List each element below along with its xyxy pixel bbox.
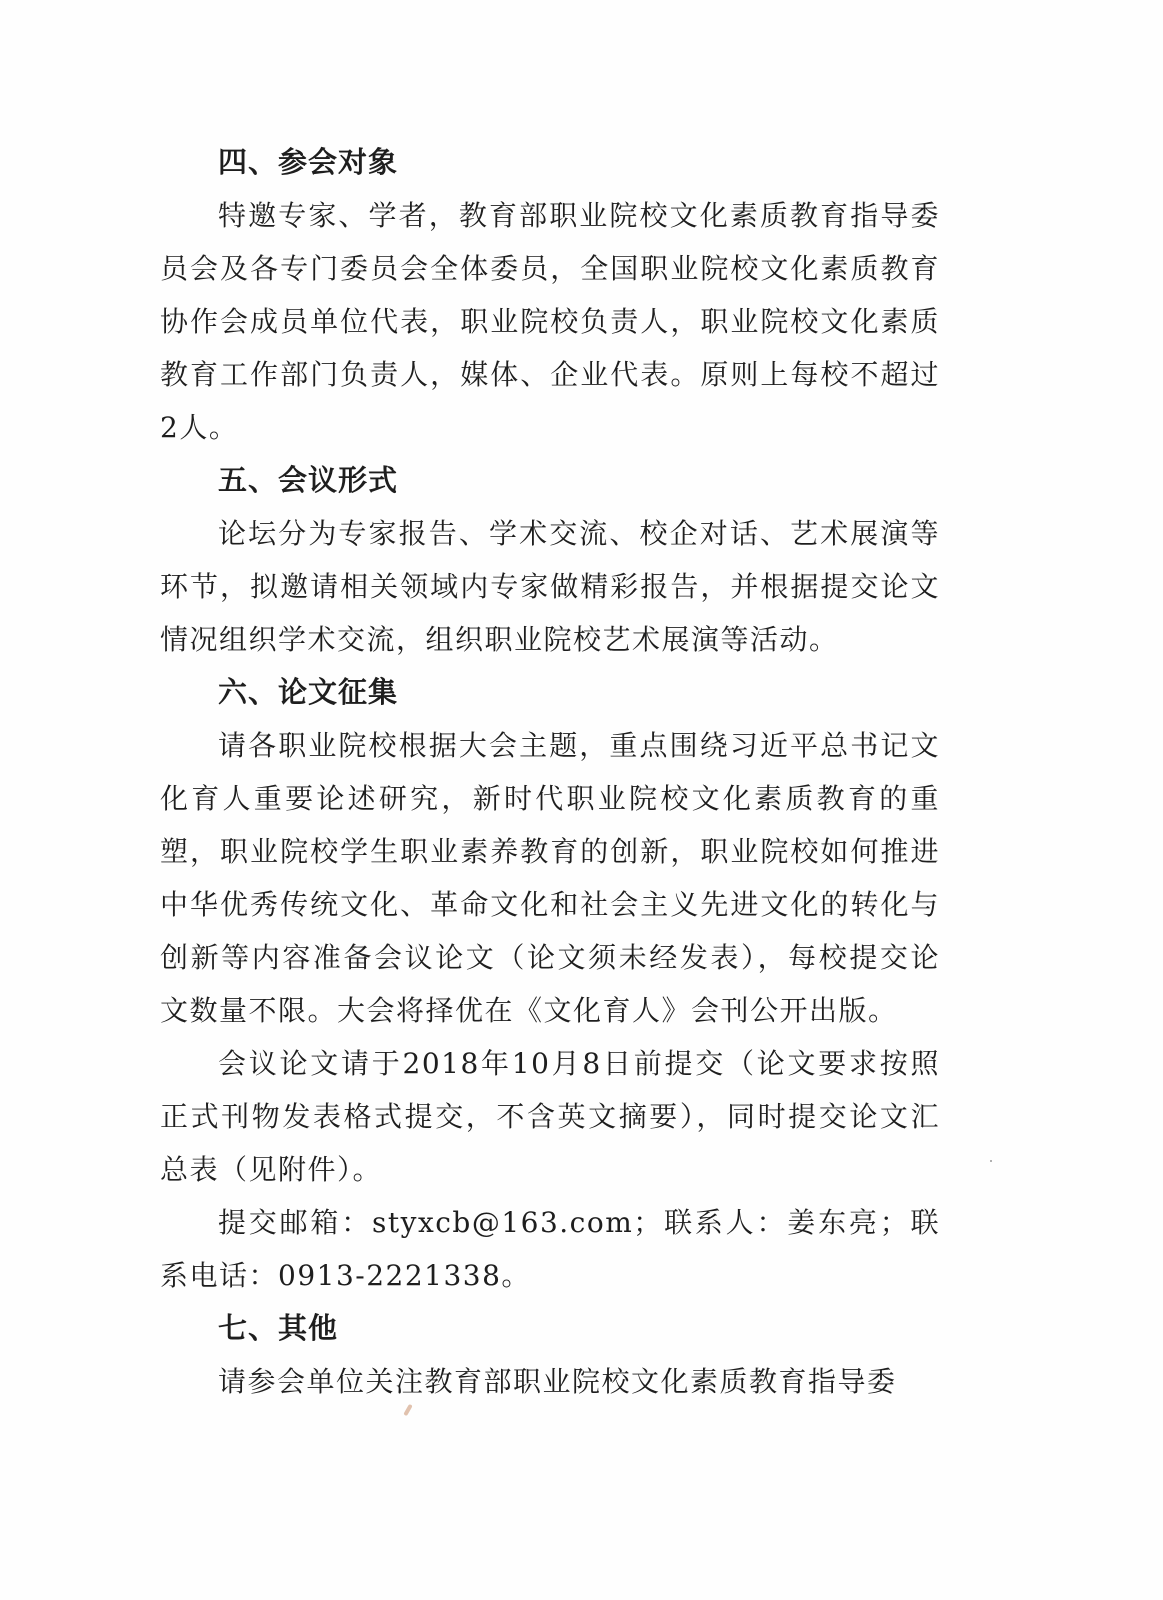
- paragraph: 请各职业院校根据大会主题，重点围绕习近平总书记文化育人重要论述研究，新时代职业院校文化素质教育的重塑，职业院校学生职业素养教育的创新，职业院校如何推进中华优秀传统文化、革命文化和社会主义先进文化的转化与创新等内容准备会议论文（论文须未经发表），每校提交论文数量不限。大会将择优在《文化育人》会刊公开出版。: [160, 729, 940, 1027]
- scan-dot: [990, 1160, 992, 1162]
- paragraph: 论坛分为专家报告、学术交流、校企对话、艺术展演等环节，拟邀请相关领域内专家做精彩报告，并根据提交论文情况组织学术交流，组织职业院校艺术展演等活动。: [160, 517, 940, 656]
- section-heading: 四、参会对象: [218, 145, 399, 179]
- contact-paragraph: 提交邮箱：styxcb@163.com；联系人：姜东亮；联系电话：0913-2221338。: [160, 1206, 940, 1292]
- section-heading: 七、其他: [218, 1311, 339, 1345]
- section-paper-collection: [160, 666, 940, 1302]
- document-body: [160, 136, 940, 1408]
- section-participants: [160, 136, 940, 454]
- section-meeting-format: [160, 454, 940, 666]
- section-other: [160, 1302, 940, 1408]
- paragraph: 会议论文请于2018年10月8日前提交（论文要求按照正式刊物发表格式提交，不含英文摘要），同时提交论文汇总表（见附件）。: [160, 1047, 940, 1186]
- section-heading: 五、会议形式: [218, 463, 399, 497]
- section-heading: 六、论文征集: [218, 675, 399, 709]
- paragraph: 特邀专家、学者，教育部职业院校文化素质教育指导委员会及各专门委员会全体委员，全国职业院校文化素质教育协作会成员单位代表，职业院校负责人，职业院校文化素质教育工作部门负责人，媒体、企业代表。原则上每校不超过2人。: [160, 199, 940, 444]
- paragraph: 请参会单位关注教育部职业院校文化素质教育指导委: [218, 1365, 897, 1398]
